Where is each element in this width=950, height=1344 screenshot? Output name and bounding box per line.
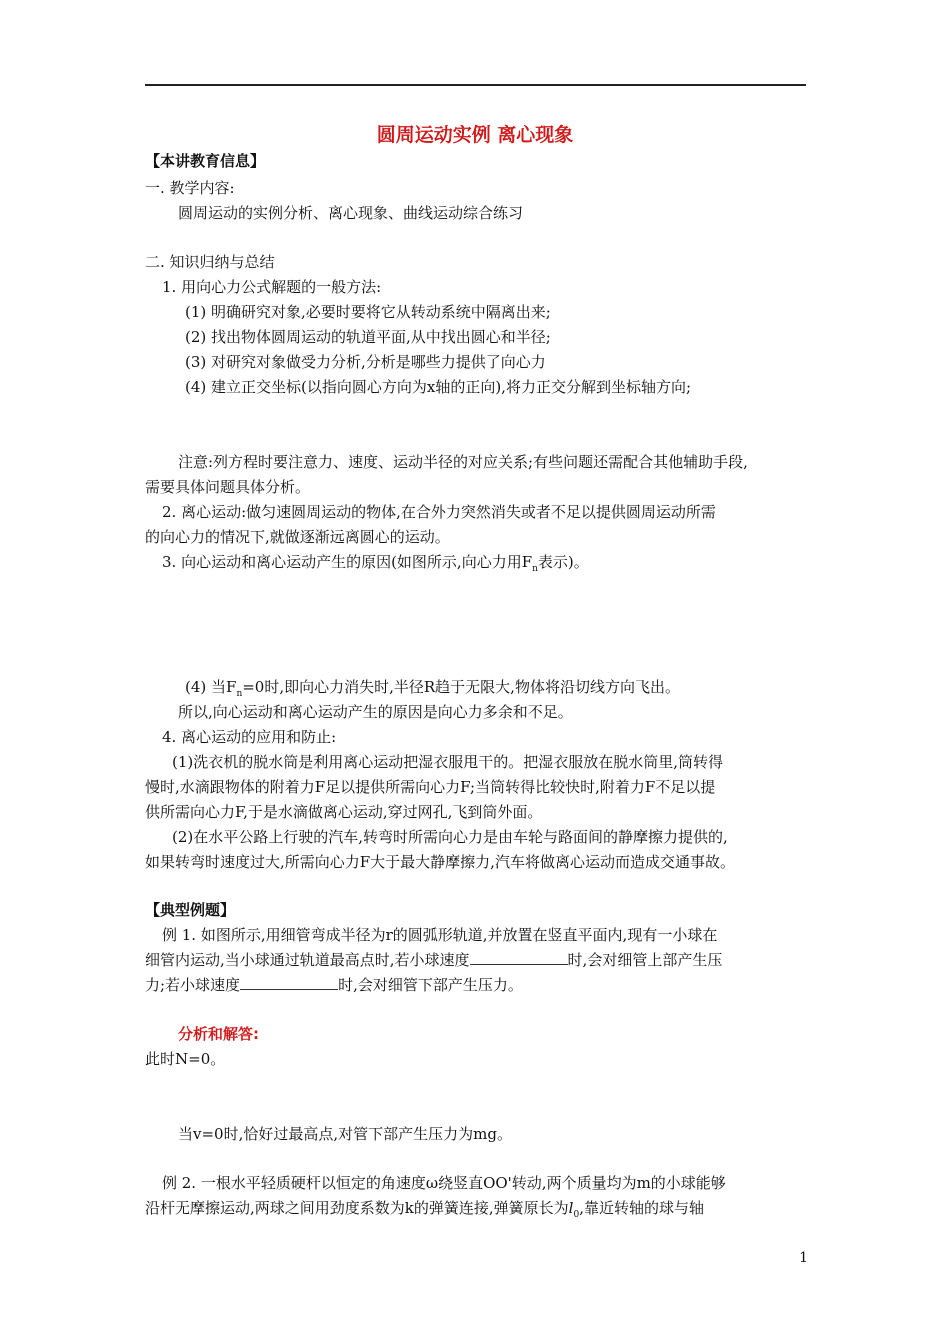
heading-teaching-content: 一. 教学内容: xyxy=(145,179,235,197)
example-2-line-1: 例 2. 一根水平轻质硬杆以恒定的角速度ω绕竖直OO'转动,两个质量均为m的小球能够 xyxy=(162,1174,726,1192)
centrifugal-definition-line-1: 2. 离心运动:做匀速圆周运动的物体,在合外力突然消失或者不足以提供圆周运动所需 xyxy=(162,503,716,521)
answer-blank xyxy=(240,975,338,990)
example-1-text: 力;若小球速度 xyxy=(145,976,241,994)
example-2-text: 沿杆无摩擦运动,两球之间用劲度系数为k的弹簧连接,弹簧原长为 xyxy=(145,1199,569,1217)
paragraph-3 xyxy=(162,552,589,579)
case-4-text-end: =0时,即向心力消失时,半径R趋于无限大,物体将沿切线方向飞出。 xyxy=(242,678,680,696)
example-1-text: 细管内运动,当小球通过轨道最高点时,若小球速度 xyxy=(145,951,470,969)
example-2-line-2 xyxy=(145,1198,704,1225)
step-1: (1) 明确研究对象,必要时要将它从转动系统中隔离出来; xyxy=(185,303,551,321)
washer-line-3: 供所需向心力F,于是水滴做离心运动,穿过网孔,飞到筒外面。 xyxy=(145,803,543,821)
paragraph-3-text: 3. 向心运动和离心运动产生的原因(如图所示,向心力用F xyxy=(162,553,533,571)
answer-line-2: 当v=0时,恰好过最高点,对管下部产生压力为mg。 xyxy=(178,1125,512,1143)
section-heading-examples: 【典型例题】 xyxy=(145,901,236,919)
paragraph-4-title: 4. 离心运动的应用和防止: xyxy=(162,728,337,746)
conclusion-line: 所以,向心运动和离心运动产生的原因是向心力多余和不足。 xyxy=(178,703,573,721)
washer-line-2: 慢时,水滴跟物体的附着力F足以提供所需向心力F;当筒转得比较快时,附着力F不足以提 xyxy=(145,778,716,796)
heading-knowledge-summary: 二. 知识归纳与总结 xyxy=(145,253,275,271)
page-number: 1 xyxy=(799,1250,808,1266)
subscript-n: n xyxy=(532,564,538,574)
example-1-text-end: 时,会对细管下部产生压力。 xyxy=(338,976,523,994)
case-4 xyxy=(185,677,680,704)
example-1-line-3 xyxy=(145,975,523,995)
case-4-text: (4) 当F xyxy=(185,678,237,696)
answer-blank xyxy=(470,950,568,965)
note-line-2: 需要具体问题具体分析。 xyxy=(145,478,311,496)
step-3: (3) 对研究对象做受力分析,分析是哪些力提供了向心力 xyxy=(185,353,546,371)
subscript-0: 0 xyxy=(573,1210,580,1220)
step-2: (2) 找出物体圆周运动的轨道平面,从中找出圆心和半径; xyxy=(185,328,551,346)
analysis-heading: 分析和解答: xyxy=(178,1025,259,1043)
centrifugal-definition-line-2: 的向心力的情况下,就做逐渐远离圆心的运动。 xyxy=(145,528,450,546)
teaching-content-text: 圆周运动的实例分析、离心现象、曲线运动综合练习 xyxy=(178,204,524,222)
car-line-1: (2)在水平公路上行驶的汽车,转弯时所需向心力是由车轮与路面间的静摩擦力提供的, xyxy=(172,828,728,846)
paragraph-1-title: 1. 用向心力公式解题的一般方法: xyxy=(162,278,382,296)
example-1-line-1: 例 1. 如图所示,用细管弯成半径为r的圆弧形轨道,并放置在竖直平面内,现有一小球在 xyxy=(162,926,718,944)
example-1-text-end: 时,会对细管上部产生压 xyxy=(567,951,723,969)
washer-line-1: (1)洗衣机的脱水筒是利用离心运动把湿衣服甩干的。把湿衣服放在脱水筒里,筒转得 xyxy=(172,753,724,771)
answer-line-1: 此时N=0。 xyxy=(145,1050,226,1068)
car-line-2: 如果转弯时速度过大,所需向心力F大于最大静摩擦力,汽车将做离心运动而造成交通事故。 xyxy=(145,853,735,871)
header-rule xyxy=(145,84,806,86)
example-2-text-end: ,靠近转轴的球与轴 xyxy=(579,1199,704,1217)
paragraph-3-text-end: 表示)。 xyxy=(537,553,589,571)
symbol-l: l xyxy=(568,1199,574,1217)
note-line-1: 注意:列方程时要注意力、速度、运动半径的对应关系;有些问题还需配合其他辅助手段, xyxy=(178,453,748,471)
document-title: 圆周运动实例 离心现象 xyxy=(376,124,574,146)
section-heading-info: 【本讲教育信息】 xyxy=(145,152,266,170)
step-4: (4) 建立正交坐标(以指向圆心方向为x轴的正向),将力正交分解到坐标轴方向; xyxy=(185,378,692,396)
subscript-n: n xyxy=(236,689,243,699)
example-1-line-2 xyxy=(145,950,722,970)
